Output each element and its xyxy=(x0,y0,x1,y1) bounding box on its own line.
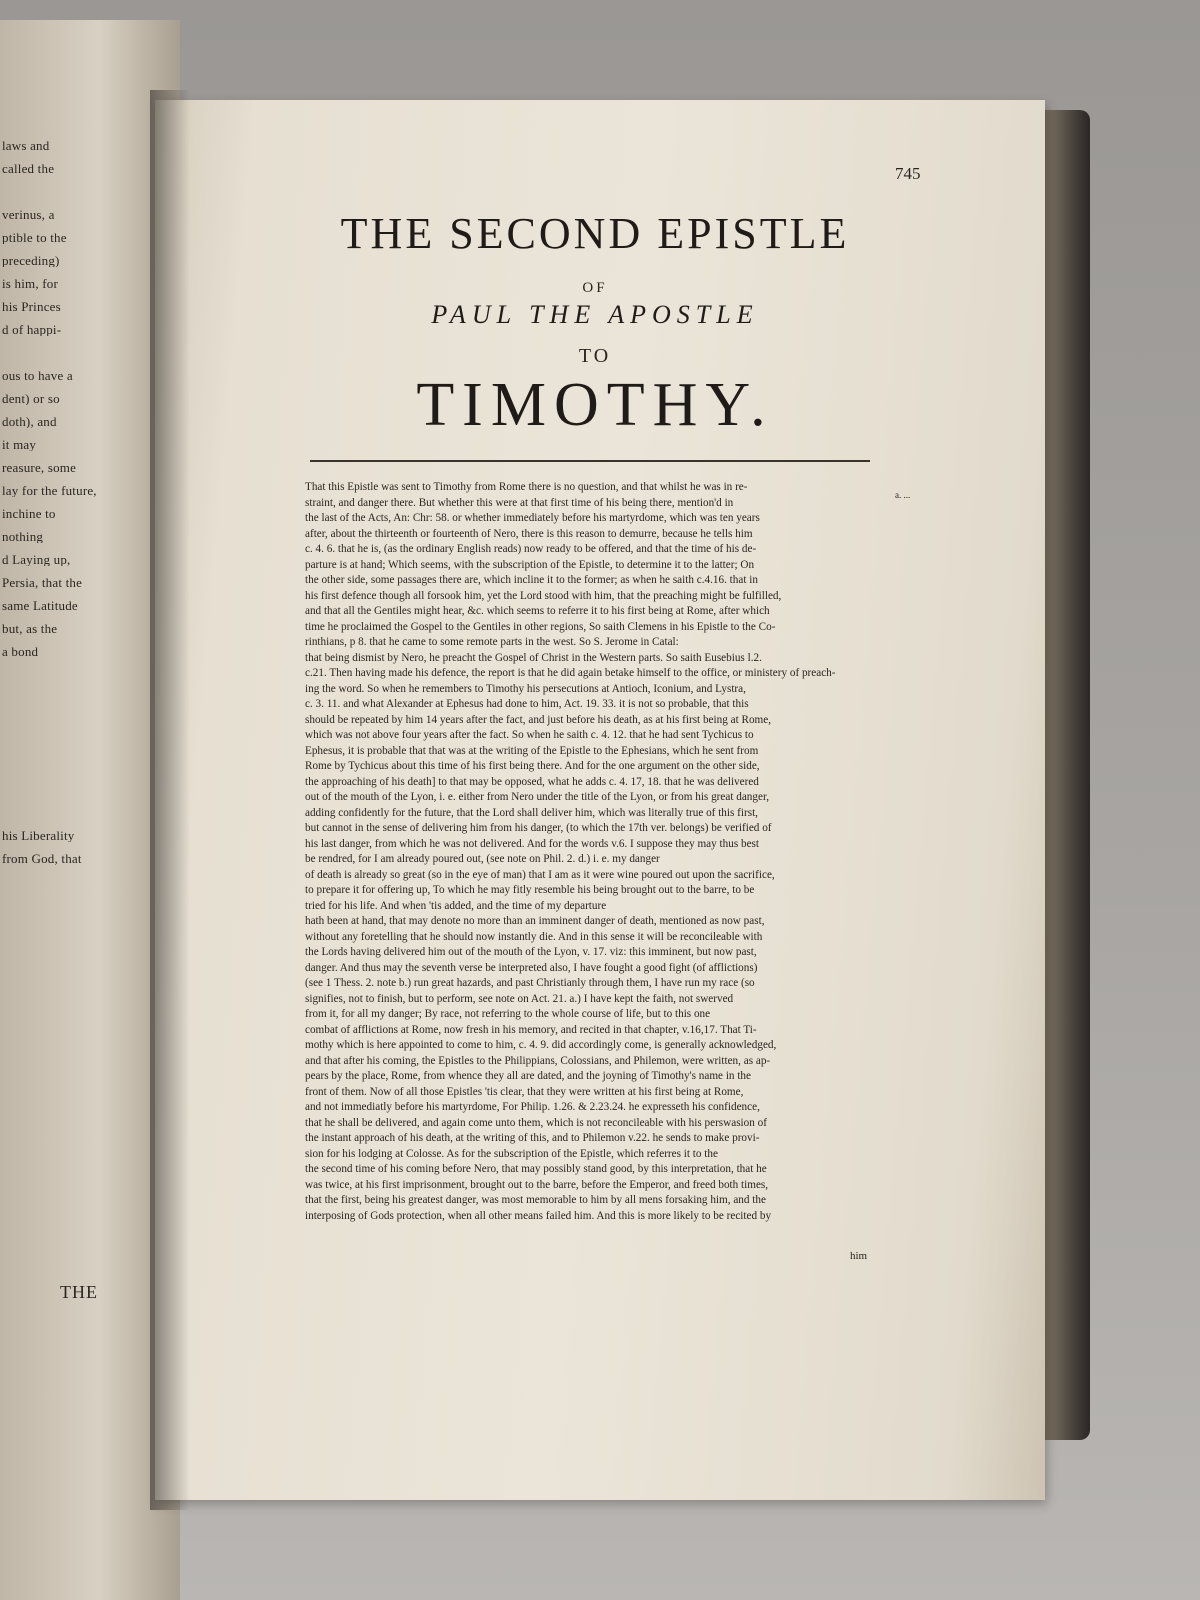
body-line: without any foretelling that he should now instantly die. And in this sense it will be reconcileable with xyxy=(305,930,763,943)
body-line: out of the mouth of the Lyon, i. e. either from Nero under the title of the Lyon, or from his great danger, xyxy=(305,791,770,803)
title-line-2: PAUL THE APOSTLE xyxy=(431,300,759,329)
body-line: c. 3. 11. and what Alexander at Ephesus had done to him, Act. 19. 33. it is not so probable, that this xyxy=(305,698,749,710)
body-line: his first defence though all forsook him, yet the Lord stood with him, that the preaching might be fulfilled, xyxy=(305,589,782,602)
body-line: to prepare it for offering up, To which he may fitly resemble his being brought out to the barre, to be xyxy=(305,884,755,896)
body-line: time he proclaimed the Gospel to the Gentiles in other regions, So saith Clemens in his Epistle to the Co- xyxy=(305,620,776,633)
body-line: c. 4. 6. that he is, (as the ordinary English reads) now ready to be offered, and that the time of his de- xyxy=(305,543,757,555)
body-line: rinthians, p 8. that he came to some remote parts in the west. So S. Jerome in Catal: xyxy=(305,636,679,648)
left-page-line: verinus, a xyxy=(2,207,55,221)
left-page-line: ous to have a xyxy=(2,368,73,382)
left-page-line: is him, for xyxy=(2,276,59,290)
body-line: of death is already so great (so in the eye of man) that I am as it were wine poured out upon the sacrifice, xyxy=(305,868,775,881)
body-text xyxy=(305,480,880,1224)
left-page-line: but, as the xyxy=(2,621,58,635)
left-page-catchword: THE xyxy=(60,1282,98,1302)
body-line: was twice, at his first imprisonment, brought out to the barre, before the Emperor, and freed both times, xyxy=(305,1178,769,1191)
left-page-line: preceding) xyxy=(2,253,60,267)
left-page-line: ptible to the xyxy=(2,230,67,244)
body-line: the second time of his coming before Nero, that may possibly stand good, by this interpretation, that he xyxy=(305,1163,767,1175)
right-page xyxy=(155,100,1045,1500)
body-line: (see 1 Thess. 2. note b.) run great hazards, and past Christianly through them, I have run my race (so xyxy=(305,977,755,989)
body-line: his last danger, from which he was not delivered. And for the words v.6. I suppose they may thus best xyxy=(305,837,760,850)
body-line: the other side, some passages there are, which incline it to the former; as when he saith c.4.16. that in xyxy=(305,574,758,586)
body-line: be rendred, for I am already poured out, (see note on Phil. 2. d.) i. e. my danger xyxy=(305,853,660,865)
body-line: the instant approach of his death, at the writing of this, and to Philemon v.22. he sends to make provi- xyxy=(305,1132,760,1144)
body-line: hath been at hand, that may denote no more than an imminent danger of death, mentioned as now past, xyxy=(305,915,765,927)
body-line: danger. And thus may the seventh verse be interpreted also, I have fought a good fight (of afflictions) xyxy=(305,961,758,974)
body-line: combat of afflictions at Rome, now fresh in his memory, and recited in that chapter, v.16,17. That Ti- xyxy=(305,1023,757,1036)
body-line: should be repeated by him 14 years after the fact, and just before his death, as at his first being at Rome, xyxy=(305,713,772,726)
title-rule xyxy=(310,460,870,462)
left-page-line: his Princes xyxy=(2,299,61,313)
body-line: front of them. Now of all those Epistles 'tis clear, that they were written at his first being at Rome, xyxy=(305,1085,744,1098)
body-line: the last of the Acts, An: Chr: 58. or whether immediately before his martyrdome, which was ten years xyxy=(305,512,760,524)
body-line: c.21. Then having made his defence, the report is that he did again betake himself to the office, or ministery of preach- xyxy=(305,667,836,679)
body-line: from it, for all my danger; By race, not referring to the whole course of life, but to this one xyxy=(305,1008,711,1020)
title-of: OF xyxy=(582,280,608,296)
body-line: and that all the Gentiles might hear, &c. which seems to referre it to his first being at Rome, after which xyxy=(305,605,770,617)
body-line: ing the word. So when he remembers to Timothy his persecutions at Antioch, Iconium, and Lystra, xyxy=(305,682,746,695)
left-page-line: reasure, some xyxy=(2,460,77,474)
left-page-line: same Latitude xyxy=(2,598,78,612)
body-line: the Lords having delivered him out of the mouth of the Lyon, v. 17. viz: this imminent, but now past, xyxy=(305,946,757,958)
page-number: 745 xyxy=(895,164,921,183)
body-line: and not immediatly before his martyrdome, For Philip. 1.26. & 2.23.24. he expresseth his confidence, xyxy=(305,1101,760,1113)
left-page-line: Persia, that the xyxy=(2,575,83,589)
body-line: and that after his coming, the Epistles to the Philippians, Colossians, and Philemon, were written, as ap- xyxy=(305,1054,771,1067)
left-page-line: a bond xyxy=(2,644,39,658)
body-line: adding confidently for the future, that the Lord shall deliver him, which was literally true of this first, xyxy=(305,806,758,819)
left-page-line: d of happi- xyxy=(2,322,62,336)
spine-shadow xyxy=(150,90,190,1510)
body-line: signifies, not to finish, but to perform, see note on Act. 21. a.) I have kept the faith, not swerved xyxy=(305,992,734,1005)
body-line: that being dismist by Nero, he preacht the Gospel of Christ in the Western parts. So saith Eusebius l.2. xyxy=(305,651,762,664)
left-page-line: nothing xyxy=(2,529,44,543)
body-line: pears by the place, Rome, from whence they all are dated, and the joyning of Timothy's name in the xyxy=(305,1070,751,1082)
left-page-line: called the xyxy=(2,161,55,175)
body-line: sion for his lodging at Colosse. As for the subscription of the Epistle, which referres it to the xyxy=(305,1147,718,1160)
left-page-line: his Liberality xyxy=(2,828,75,842)
left-page-line: inchine to xyxy=(2,506,56,520)
left-page-line: lay for the future, xyxy=(2,483,97,497)
body-line: which was not above four years after the fact. So when he saith c. 4. 12. that he had sent Tychicus to xyxy=(305,729,754,741)
title-to: TO xyxy=(578,345,612,367)
body-line: mothy which is here appointed to come to him, c. 4. 9. did accordingly come, is generally acknowledged, xyxy=(305,1039,777,1051)
body-line: tried for his life. And when 'tis added, and the time of my departure xyxy=(305,899,607,912)
body-line: that he shall be delivered, and again come unto them, which is not reconcileable with his perswasion of xyxy=(305,1116,767,1129)
left-page-line: it may xyxy=(2,437,37,451)
left-page-line: from God, that xyxy=(2,851,82,865)
title-line-1: THE SECOND EPISTLE xyxy=(340,209,850,258)
catchword: him xyxy=(850,1250,868,1262)
body-line: parture is at hand; Which seems, with the subscription of the Epistle, to determine it to the latter; On xyxy=(305,558,755,571)
margin-note: a. ... xyxy=(895,490,911,500)
left-page-line: d Laying up, xyxy=(2,552,71,566)
body-line: that the first, being his greatest danger, was most memorable to him by all mens forsaking him, and the xyxy=(305,1194,766,1206)
body-line: That this Epistle was sent to Timothy from Rome there is no question, and that whilst he was in re- xyxy=(305,481,748,493)
left-page-line: dent) or so xyxy=(2,391,60,405)
body-line: after, about the thirteenth or fourteenth of Nero, there is this reason to demurre, because he tells him xyxy=(305,527,753,540)
body-line: interposing of Gods protection, when all other means failed him. And this is more likely to be recited by xyxy=(305,1209,772,1222)
body-line: but cannot in the sense of delivering him from his danger, (to which the 17th ver. belongs) be verified of xyxy=(305,822,772,834)
title-line-3: TIMOTHY. xyxy=(416,371,774,439)
left-page-line: doth), and xyxy=(2,414,57,428)
left-page-line: laws and xyxy=(2,138,50,152)
body-line: straint, and danger there. But whether this were at that first time of his being there, mention'd in xyxy=(305,496,734,509)
body-line: Ephesus, it is probable that that was at the writing of the Epistle to the Ephesians, which he sent from xyxy=(305,744,759,757)
body-line: Rome by Tychicus about this time of his first being there. And for the one argument on the other side, xyxy=(305,760,760,772)
body-line: the approaching of his death] to that may be opposed, what he adds c. 4. 17, 18. that he was delivered xyxy=(305,775,759,788)
